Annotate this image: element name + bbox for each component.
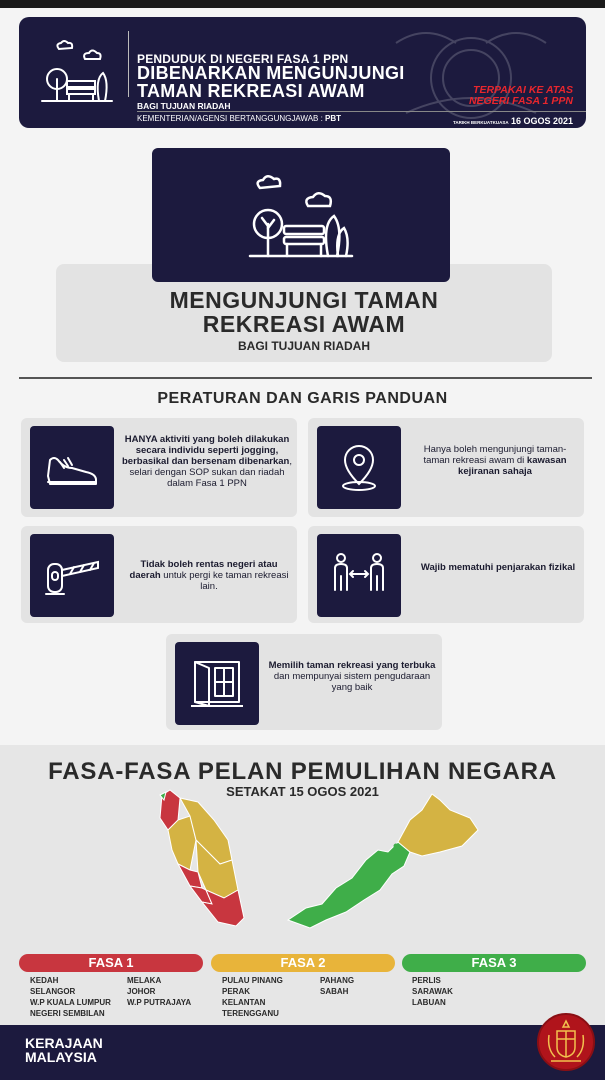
header-title-line-b: TAMAN REKREASI AWAM	[137, 81, 365, 101]
rule-card-neighbourhood	[308, 418, 584, 517]
rule-icon-box	[30, 426, 114, 509]
state-item: MELAKA	[127, 976, 162, 985]
rule-text	[125, 559, 293, 592]
state-item: JOHOR	[127, 987, 156, 996]
state-item: PERLIS	[412, 976, 441, 985]
rule-text-bold: Tidak boleh rentas negeri atau daerah	[129, 559, 278, 581]
sneaker-icon	[42, 438, 102, 498]
rule-icon-box	[317, 426, 401, 509]
rule-card-ventilation	[166, 634, 442, 730]
gov-line1: KERAJAAN	[25, 1035, 103, 1051]
rule-text-normal: dan mempunyai sistem pengudaraan yang baik	[273, 671, 431, 693]
rule-text-bold: Wajib mematuhi penjarakan fizikal	[420, 562, 576, 573]
footer	[0, 1025, 605, 1080]
fasa-subtitle: SETAKAT 15 OGOS 2021	[226, 784, 379, 799]
hero-title	[60, 288, 548, 336]
rule-icon-box	[175, 642, 259, 725]
state-item: PULAU PINANG	[222, 976, 283, 985]
rule-icon-box	[30, 534, 114, 617]
ministry-text	[137, 114, 341, 123]
date-label: TARIKH BERKUATKUASA	[453, 120, 509, 125]
rule-text-normal: , selari dengan SOP sukan dan riadah dalam Fasa 1 PPN	[129, 456, 292, 489]
rule-text-bold: HANYA aktiviti yang boleh dilakukan secara individu seperti jogging, berbasikal dan bersenam dibenarkan	[121, 434, 290, 467]
rule-text-bold: Memilih taman rekreasi yang terbuka	[268, 660, 436, 671]
hero-icon-box	[152, 148, 450, 282]
header-divider	[128, 31, 129, 97]
rule-card-distancing	[308, 526, 584, 623]
hero-title-line1: MENGUNJUNGI TAMAN	[169, 287, 439, 313]
rule-text	[418, 562, 578, 573]
rule-card-no-crossing	[21, 526, 297, 623]
rule-text	[412, 444, 578, 477]
state-item: LABUAN	[412, 998, 446, 1007]
rules-title: PERATURAN DAN GARIS PANDUAN	[157, 390, 448, 407]
rule-card-activities	[21, 418, 297, 517]
rule-text-normal: Hanya boleh mengunjungi taman-taman rekreasi awam di	[423, 444, 567, 466]
phase3-bar: FASA 3	[402, 954, 586, 972]
rule-text-bold: kawasan kejiranan sahaja	[458, 455, 567, 477]
state-item: SELANGOR	[30, 987, 76, 996]
state-item: TERENGGANU	[222, 1009, 279, 1018]
state-item: KELANTAN	[222, 998, 266, 1007]
phase2-states-col1	[222, 975, 283, 1019]
header-title	[137, 64, 405, 100]
applies-line1: TERPAKAI KE ATAS	[473, 84, 573, 96]
hero-title-line2: REKREASI AWAM	[202, 311, 406, 337]
top-bar	[0, 0, 605, 8]
crest-graphic	[539, 1015, 593, 1069]
coat-of-arms-icon	[537, 1013, 595, 1071]
location-pin-icon	[329, 438, 389, 498]
header-banner	[19, 17, 586, 128]
ministry-value: PBT	[325, 114, 342, 123]
rule-icon-box	[317, 534, 401, 617]
park-bench-tree-icon	[37, 39, 117, 109]
map-sarawak	[288, 842, 410, 928]
phase1-states-col1	[30, 975, 111, 1019]
state-item: W.P PUTRAJAYA	[127, 998, 192, 1007]
map-labuan	[394, 844, 399, 849]
state-item: W.P KUALA LUMPUR	[30, 998, 111, 1007]
phase2-states-col2	[320, 975, 354, 997]
physical-distancing-icon	[329, 546, 389, 606]
state-item: SABAH	[320, 987, 349, 996]
header-line1: PENDUDUK DI NEGERI FASA 1 PPN	[137, 52, 349, 66]
government-logo-text	[25, 1036, 103, 1064]
phase2-bar: FASA 2	[211, 954, 395, 972]
header-line3: BAGI TUJUAN RIADAH	[137, 101, 231, 111]
state-item: NEGERI SEMBILAN	[30, 1009, 105, 1018]
state-item: PERAK	[222, 987, 251, 996]
rule-text	[268, 660, 436, 693]
state-item: KEDAH	[30, 976, 59, 985]
phase3-states-col1	[412, 975, 453, 1008]
phase1-bar: FASA 1	[19, 954, 203, 972]
open-window-icon	[187, 654, 247, 714]
park-bench-tree-icon	[246, 166, 356, 264]
section-divider	[19, 377, 592, 379]
malaysia-phase-map	[140, 780, 480, 940]
phase1-states-col2	[127, 975, 191, 1008]
gov-line2: MALAYSIA	[25, 1049, 97, 1065]
ministry-label: KEMENTERIAN/AGENSI BERTANGGUNGJAWAB :	[137, 114, 326, 123]
effective-date: 16 OGOS 2021	[510, 116, 573, 126]
header-title-line-a: DIBENARKAN MENGUNJUNGI	[137, 63, 405, 83]
hero-subtitle: BAGI TUJUAN RIADAH	[238, 339, 370, 353]
road-barrier-icon	[42, 546, 102, 606]
map-sabah	[398, 794, 478, 856]
rule-text-normal: untuk pergi ke taman rekreasi lain.	[160, 570, 289, 592]
applies-line2: NEGERI FASA 1 PPN	[468, 95, 573, 107]
rule-text	[121, 434, 293, 489]
applies-to	[469, 85, 573, 107]
state-item: PAHANG	[320, 976, 355, 985]
fasa-title: FASA-FASA PELAN PEMULIHAN NEGARA	[48, 758, 557, 785]
header-rule	[137, 111, 586, 112]
state-item: SARAWAK	[412, 987, 453, 996]
